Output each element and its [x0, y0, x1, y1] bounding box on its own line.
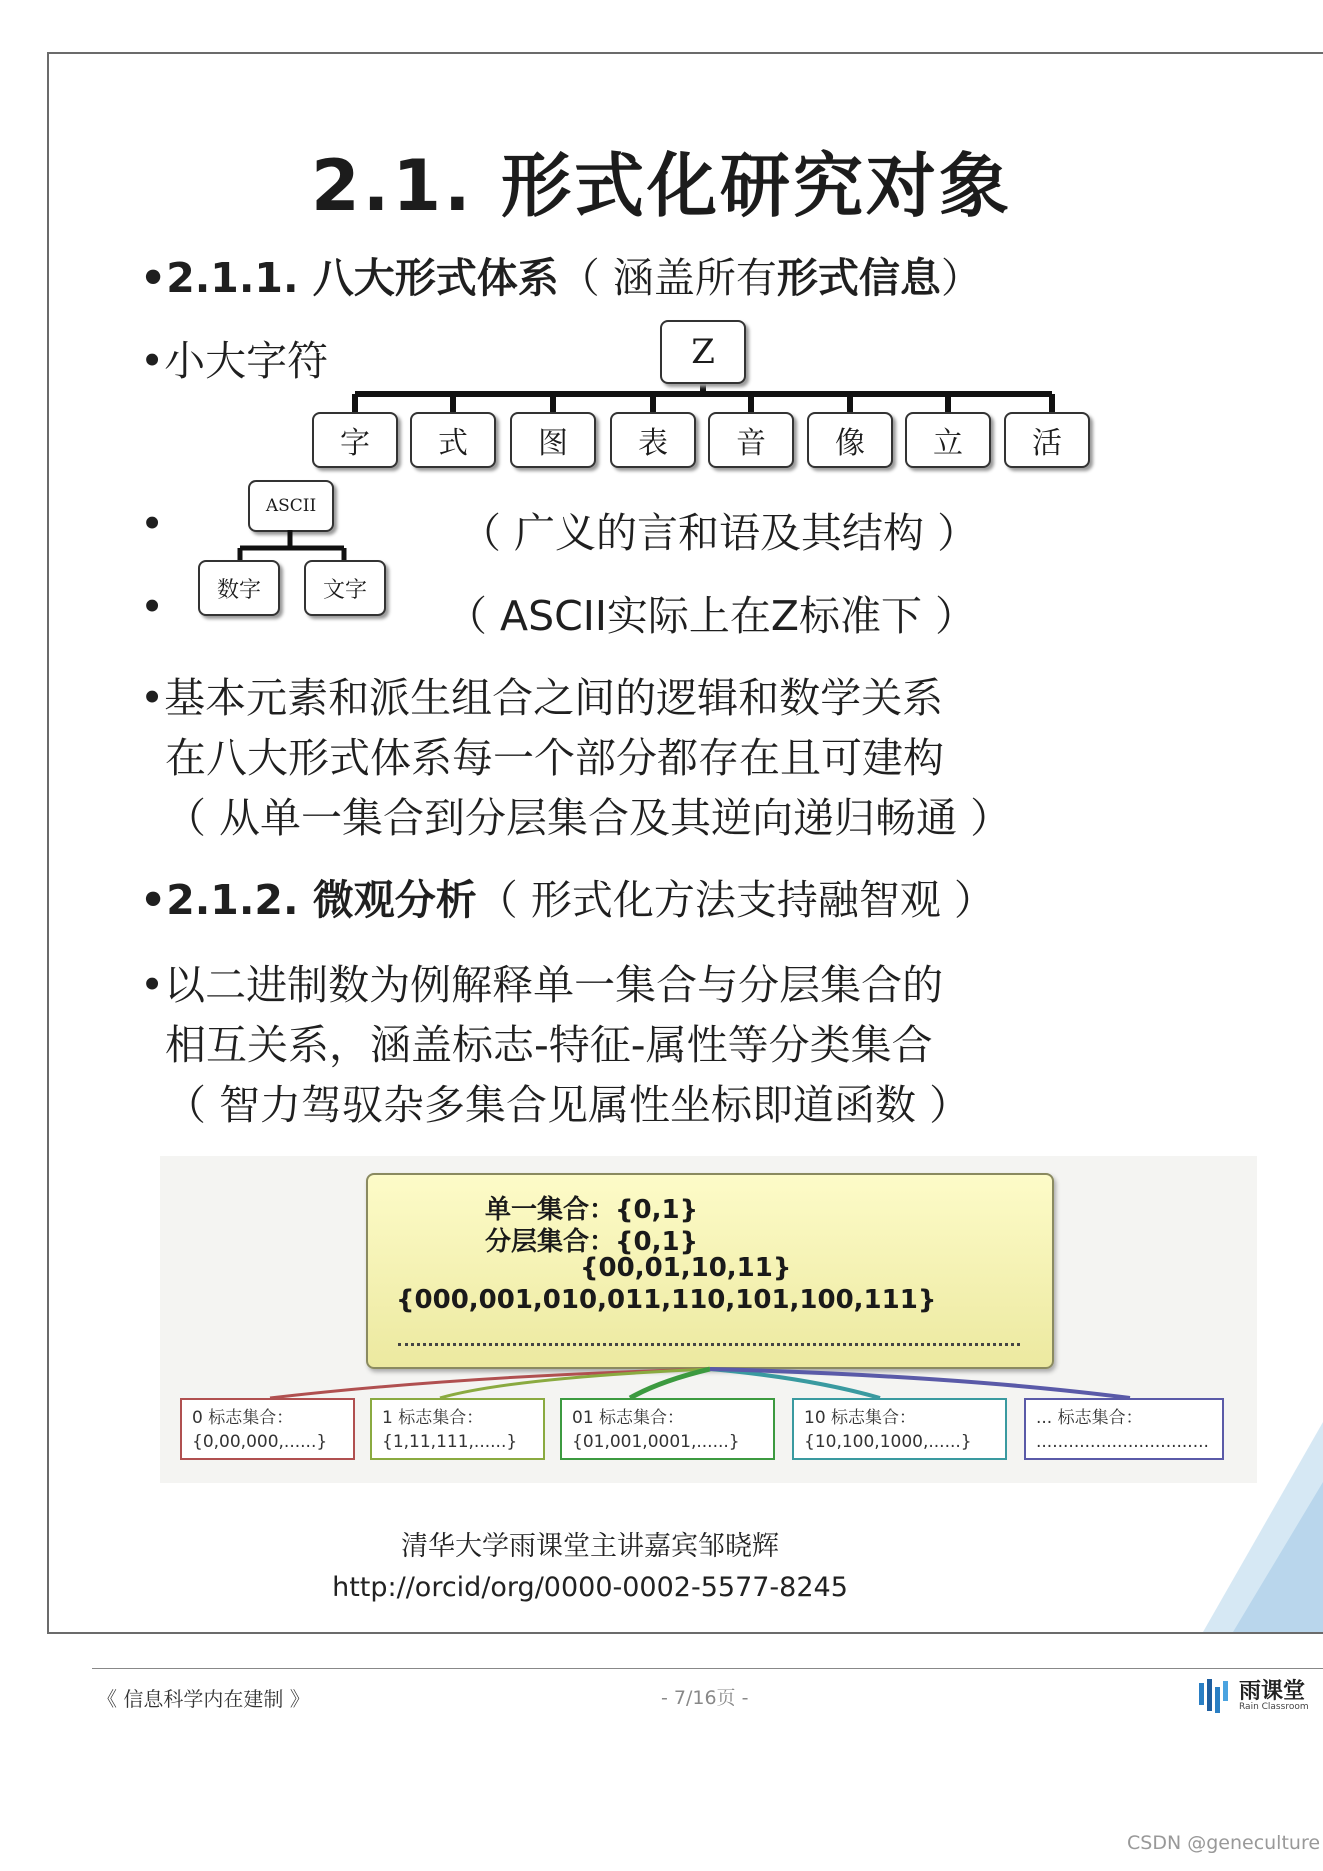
- class-box-more-label: ... 标志集合：: [1036, 1408, 1143, 1428]
- bullet-dot-4: •: [140, 583, 165, 631]
- para-2-line-1: •以二进制数为例解释单一集合与分层集合的: [140, 961, 944, 1009]
- section-1-paren-open: （ 涵盖所有: [558, 254, 777, 302]
- tree-child-xiang: 像: [807, 412, 893, 468]
- ascii-root-box: ASCII: [248, 480, 334, 532]
- bullet-dot-3: •: [140, 500, 165, 548]
- tree-child-tu: 图: [510, 412, 596, 468]
- class-box-10-value: {10,100,1000,......}: [804, 1432, 972, 1452]
- set-diagram: [160, 1156, 1257, 1483]
- para-1-line-2: 在八大形式体系每一个部分都存在且可建构: [165, 734, 944, 782]
- para-1-line-3: （ 从单一集合到分层集合及其逆向递归畅通 ）: [165, 794, 1012, 842]
- class-box-more: [1024, 1398, 1224, 1460]
- tree-child-biao: 表: [610, 412, 696, 468]
- class-box-1-value: {1,11,111,......}: [382, 1432, 518, 1452]
- csdn-watermark: CSDN @geneculture: [1127, 1832, 1321, 1854]
- section-1-number: •2.1.1. 八大形式体系: [140, 254, 559, 302]
- para-2-line-2: 相互关系，涵盖标志-特征-属性等分类集合: [165, 1021, 933, 1069]
- footer-page-number: - 7/16页 -: [661, 1687, 749, 1709]
- line-4-text: （ ASCII实际上在Z标准下 ）: [446, 592, 977, 640]
- section-1-heading: [140, 245, 982, 304]
- line-3-text: （ 广义的言和语及其结构 ）: [460, 509, 979, 557]
- bullet-small-big-chars: •小大字符: [140, 337, 329, 385]
- rain-classroom-logo: [1197, 1677, 1317, 1715]
- set-line-3bit: {000,001,010,011,110,101,100,111}: [396, 1285, 937, 1315]
- rain-classroom-icon: [1197, 1677, 1235, 1715]
- ascii-child-digits: 数字: [198, 560, 280, 616]
- section-2-rest: （ 形式化方法支持融智观 ）: [476, 876, 995, 924]
- para-2-line-3: （ 智力驾驭杂多集合见属性坐标即道函数 ）: [165, 1081, 971, 1129]
- set-line-layered: 分层集合：{0,1}: [485, 1227, 699, 1257]
- class-box-more-value: ................................: [1036, 1432, 1209, 1452]
- set-line-2bit: {00,01,10,11}: [580, 1253, 792, 1283]
- class-box-01-value: {01,001,0001,......}: [572, 1432, 740, 1452]
- page-title: 2.1. 形式化研究对象: [311, 145, 1012, 227]
- section-2-number: •2.1.2. 微观分析: [140, 876, 477, 924]
- tree-child-yin: 音: [708, 412, 794, 468]
- section-1-bold: 形式信息: [776, 254, 941, 302]
- class-box-10: [792, 1398, 1007, 1460]
- class-box-0-label: 0 标志集合：: [192, 1408, 294, 1428]
- tree-child-li: 立: [905, 412, 991, 468]
- speaker-credit: 清华大学雨课堂主讲嘉宾邹晓辉: [401, 1531, 779, 1562]
- tree-child-zi: 字: [312, 412, 398, 468]
- logo-cn: 雨课堂: [1239, 1678, 1306, 1704]
- footer-divider: [92, 1668, 1323, 1669]
- ascii-child-text: 文字: [304, 560, 386, 616]
- tree-root-z: Z: [660, 320, 746, 384]
- section-2-heading: [140, 867, 995, 926]
- section-1-paren-close: ）: [940, 254, 982, 302]
- class-box-01-label: 01 标志集合：: [572, 1408, 685, 1428]
- class-box-10-label: 10 标志集合：: [804, 1408, 917, 1428]
- footer-doc-title: 《 信息科学内在建制 》: [97, 1687, 310, 1711]
- class-box-1: [370, 1398, 545, 1460]
- class-box-1-label: 1 标志集合：: [382, 1408, 484, 1428]
- set-connector-arcs: [160, 1156, 1257, 1416]
- class-box-0-value: {0,00,000,......}: [192, 1432, 328, 1452]
- tree-child-huo: 活: [1004, 412, 1090, 468]
- class-box-01: [560, 1398, 775, 1460]
- rain-classroom-wordmark: [1239, 1678, 1309, 1712]
- tree-child-shi: 式: [410, 412, 496, 468]
- para-1-line-1: •基本元素和派生组合之间的逻辑和数学关系: [140, 674, 944, 722]
- class-box-0: [180, 1398, 355, 1460]
- orcid-url[interactable]: http://orcid/org/0000-0002-5577-8245: [332, 1572, 848, 1603]
- logo-en: Rain Classroom: [1239, 1701, 1309, 1712]
- set-line-single: 单一集合：{0,1}: [485, 1195, 699, 1225]
